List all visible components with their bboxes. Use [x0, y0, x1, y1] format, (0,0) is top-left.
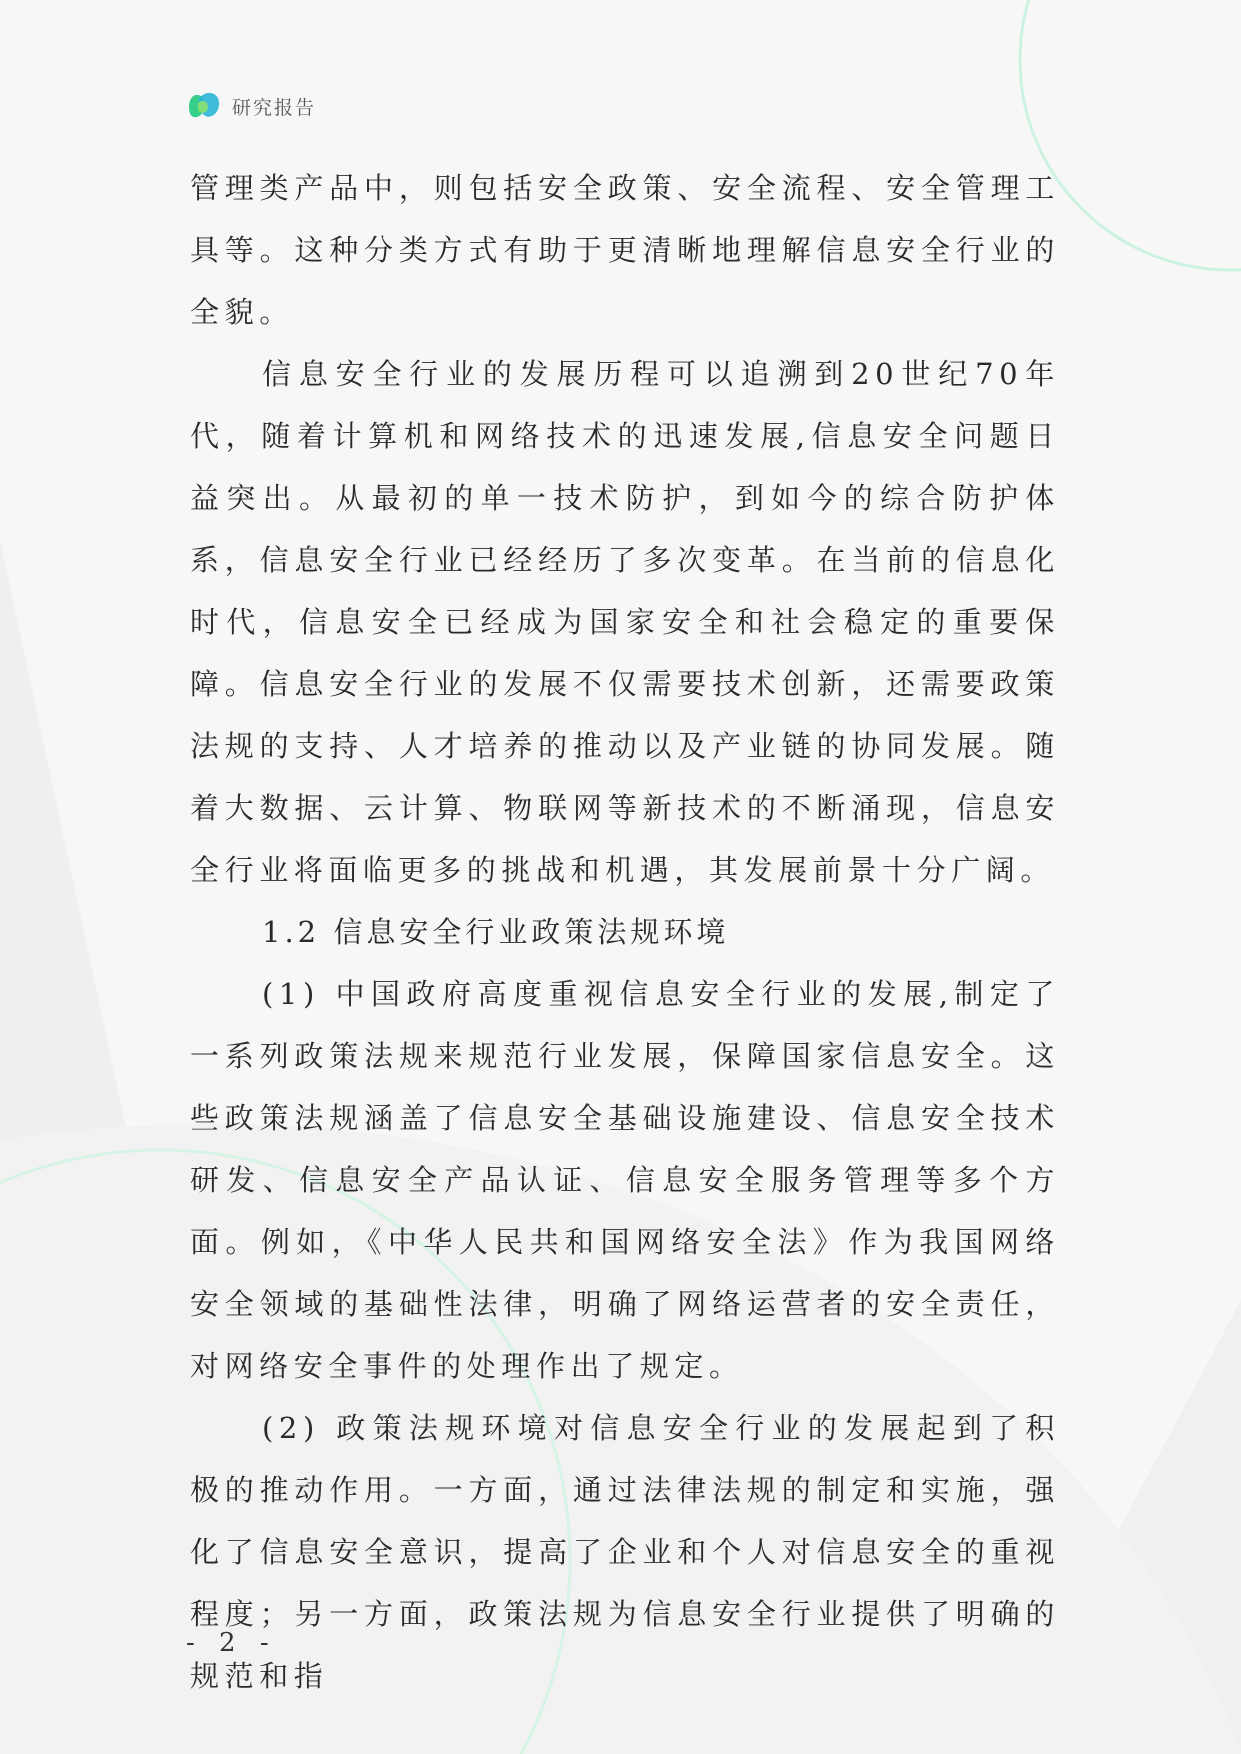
- section-heading-policy-environment: 1.2 信息安全行业政策法规环境: [262, 915, 730, 949]
- header-title: 研究报告: [232, 96, 317, 119]
- brand-leaf-logo-icon: [186, 89, 222, 123]
- document-body: [190, 157, 1060, 1707]
- paragraph-policy-point-1: (1) 中国政府高度重视信息安全行业的发展,制定了一系列政策法规来规范行业发展，保障国家信息安全。这些政策法规涵盖了信息安全基础设施建设、信息安全技术研发、信息安全产品认证、信息安全服务管理等多个方面。例如，《中华人民共和国网络安全法》作为我国网络安全领域的基础性法律，明确了网络运营者的安全责任，对网络安全事件的处理作出了规定。: [190, 977, 1060, 1383]
- paragraph-product-categories: 管理类产品中，则包括安全政策、安全流程、安全管理工具等。这种分类方式有助于更清晰地理解信息安全行业的全貌。: [190, 171, 1060, 329]
- paragraph-policy-point-2: (2) 政策法规环境对信息安全行业的发展起到了积极的推动作用。一方面，通过法律法规的制定和实施，强化了信息安全意识，提高了企业和个人对信息安全的重视程度；另一方面，政策法规为信息安全行业提供了明确的规范和指: [190, 1411, 1060, 1693]
- page-number: - 2 -: [186, 1628, 277, 1658]
- paragraph-industry-history: 信息安全行业的发展历程可以追溯到20世纪70年代，随着计算机和网络技术的迅速发展,信息安全问题日益突出。从最初的单一技术防护，到如今的综合防护体系，信息安全行业已经经历了多次变革。在当前的信息化时代，信息安全已经成为国家安全和社会稳定的重要保障。信息安全行业的发展不仅需要技术创新，还需要政策法规的支持、人才培养的推动以及产业链的协同发展。随着大数据、云计算、物联网等新技术的不断涌现，信息安全行业将面临更多的挑战和机遇，其发展前景十分广阔。: [190, 357, 1060, 887]
- report-header: [186, 86, 316, 126]
